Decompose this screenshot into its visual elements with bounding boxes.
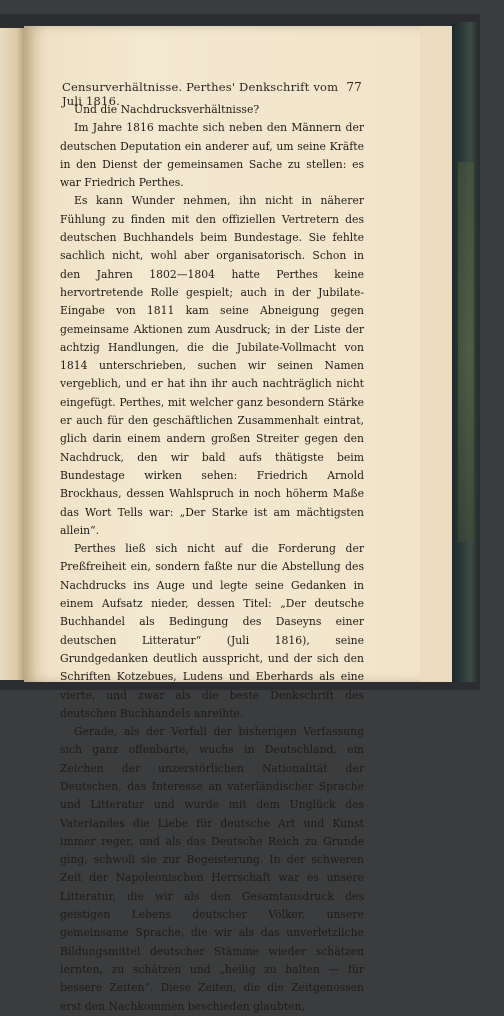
body-text bbox=[60, 101, 364, 1016]
paragraph: Im Jahre 1816 machte sich neben den Männern der deutschen Deputation ein anderer auf, um seine Kräfte in den Dienst der gemeinsamen Sache zu stellen: es war Friedrich Perthes. bbox=[60, 121, 364, 190]
paragraph: Perthes ließ sich nicht auf die Forderung der Preßfreiheit ein, sondern faßte nur die Abstellung des Nachdrucks ins Auge und legte seine Gedanken in einem Aufsatz nieder, dessen Titel: „Der deutsche Buchhandel als Bedingung des Daseyns einer deutschen Litteratur“ (Juli 1816), seine Grundgedanken deutlich ausspricht, und der sich den Schriften Kotzebues, Ludens und Eberhards als eine vierte, und zwar als die beste Denkschrift des deutschen Buchhandels anreihte. bbox=[60, 542, 364, 720]
running-title: Censurverhältnisse. Perthes' Denkschrift vom Juli 1816. bbox=[62, 80, 339, 108]
paragraph: Es kann Wunder nehmen, ihn nicht in näherer Fühlung zu finden mit den offiziellen Vertretern des deutschen Buchhandels beim Bundestage. Sie fehlte sachlich nicht, wohl aber organisatorisch. Schon in den Jahren 1802—1804 hatte Perthes keine hervortretende Rolle gespielt; auch in der Jubilate-Eingabe von 1811 kam seine Abneigung gegen gemeinsame Aktionen zum Ausdruck; in der Liste der achtzig Handlungen, die die Jubilate-Vollmacht von 1814 unterschrieben, suchen wir seinen Namen vergeblich, und er hat ihn ihr auch nachträglich nicht eingefügt. Perthes, mit welcher ganz besondern Stärke er auch für den geschäftlichen Zusammenhalt eintrat, glich darin einem andern großen Streiter gegen den Nachdruck, den wir bald aufs thätigste beim Bundestage wirken sehen: Friedrich Arnold Brockhaus, dessen Wahlspruch in noch höherm Maße das Wort Tells war: „Der Starke ist am mächtigsten allein“. bbox=[60, 194, 364, 537]
page-number: 77 bbox=[346, 80, 362, 94]
left-page-edge bbox=[0, 28, 24, 680]
book-cover-edge bbox=[452, 22, 478, 682]
paragraph: Gerade, als der Verfall der bisherigen Verfassung sich ganz offenbarte, wuchs in Deutschland, ein Zeichen der unzerstörlichen Nationalität der Deutschen, das Interesse an vaterländischer Sprache und Litteratur und wurde mit dem Unglück des Vaterlandes die Liebe für deutsche Art und Kunst immer reger, und als das Deutsche Reich zu Grunde ging, schwoll sie zur Begeisterung. In der schweren Zeit der Napoleonischen Herrschaft war es unsere Litteratur, die wir als den Gesamtausdruck des geistigen Lebens deutscher Völker, unsere gemeinsame Sprache, die wir als das unverletzliche Bildungsmittel deutscher Stämme wieder schätzen lernten, zu schätzen und „heilig zu halten — für bessere Zeiten“. Diese Zeiten, die die Zeitgenossen erst den Nachkommen beschieden glaubten, bbox=[60, 725, 364, 1013]
paragraph: Und die Nachdrucksverhältnisse? bbox=[74, 103, 260, 116]
